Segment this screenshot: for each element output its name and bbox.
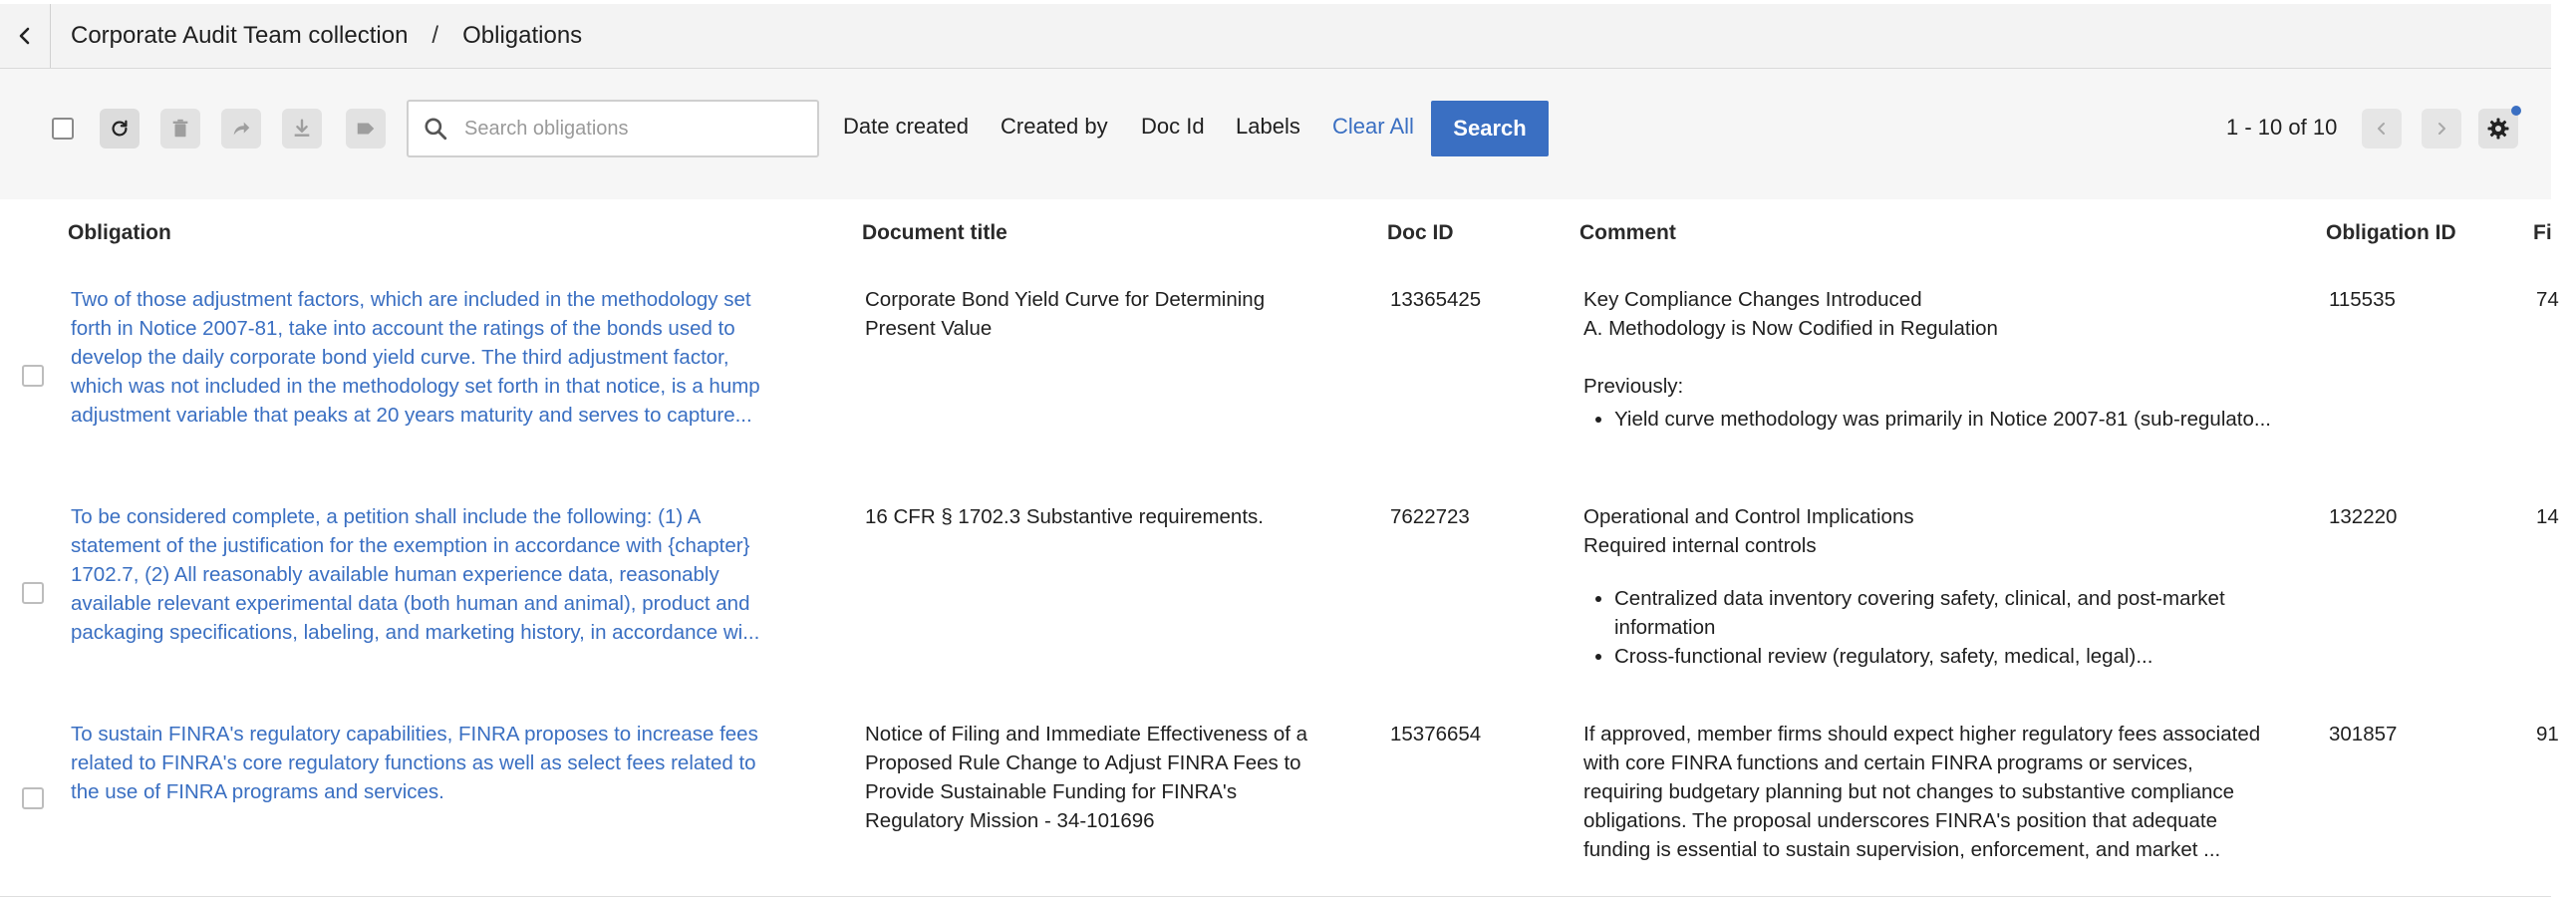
cell-line: statement of the justification for the exemption in accordance with {chapter} (71, 534, 750, 557)
obligation-id-cell: 301857 (2329, 723, 2398, 746)
comment-bullet: • Cross-functional review (regulatory, safety, medical, legal)... (1614, 642, 2281, 671)
tag-icon (355, 118, 377, 140)
search-field[interactable] (407, 100, 819, 157)
cell-line: Present Value (865, 317, 993, 340)
table-header (0, 199, 2551, 268)
fi-cell: 74 (2536, 288, 2559, 311)
cell-line: with core FINRA functions and certain FINRA programs or services, (1583, 751, 2193, 774)
cell-line: requiring budgetary planning but not changes to substantive compliance (1583, 780, 2235, 803)
cell-line: related to FINRA's core regulatory functions as well as select fees related to (71, 751, 756, 774)
breadcrumb-bar (0, 4, 2551, 69)
table-row[interactable] (0, 702, 2559, 897)
toolbar (0, 69, 2551, 199)
chevron-left-icon (16, 27, 34, 45)
breadcrumb (71, 22, 582, 50)
search-button[interactable]: Search (1431, 101, 1549, 156)
column-header-doc-id[interactable]: Doc ID (1387, 221, 1454, 244)
refresh-button[interactable] (100, 109, 140, 149)
cell-line: Regulatory Mission - 34-101696 (865, 809, 1155, 832)
cell-line: To sustain FINRA's regulatory capabilities, FINRA proposes to increase fees (71, 723, 758, 746)
obligation-id-cell: 132220 (2329, 505, 2398, 528)
cell-line: forth in Notice 2007-81, take into account the ratings of the bonds used to (71, 317, 735, 340)
breadcrumb-collection[interactable]: Corporate Audit Team collection (71, 22, 409, 49)
delete-button[interactable] (160, 109, 200, 149)
back-button[interactable] (0, 4, 51, 68)
cell-line: 1702.7, (2) All reasonably available human experience data, reasonably (71, 563, 719, 586)
row-checkbox[interactable] (22, 787, 44, 809)
cell-line: A. Methodology is Now Codified in Regulation (1583, 317, 1998, 340)
obligation-link[interactable] (71, 502, 848, 647)
previous-page-button[interactable] (2362, 109, 2402, 149)
cell-line: funding is essential to sustain supervision, enforcement, and market ... (1583, 838, 2221, 861)
cell-line: If approved, member firms should expect higher regulatory fees associated (1583, 723, 2261, 746)
cell-line: which was not included in the methodology set forth in that notice, is a hump (71, 375, 760, 398)
fi-cell: 91 (2536, 723, 2559, 746)
document-title-cell (865, 502, 1323, 531)
doc-id-cell: 7622723 (1390, 505, 1470, 528)
chevron-left-icon (2375, 122, 2389, 136)
comment-bullet: • Yield curve methodology was primarily in Notice 2007-81 (sub-regulato... (1614, 405, 2281, 434)
table-row[interactable] (0, 484, 2559, 703)
pagination-range: 1 - 10 of 10 (2226, 115, 2338, 140)
clear-all-button[interactable]: Clear All (1332, 114, 1414, 139)
fi-cell: 14 (2536, 505, 2559, 528)
cell-line: Previously: (1583, 375, 1684, 398)
cell-line: develop the daily corporate bond yield curve. The third adjustment factor, (71, 346, 729, 369)
select-all-checkbox[interactable] (52, 118, 74, 140)
trash-icon (169, 118, 191, 140)
gear-icon (2486, 117, 2510, 141)
cell-line: Operational and Control Implications (1583, 505, 1914, 528)
refresh-icon (109, 118, 131, 140)
filter-labels[interactable]: Labels (1236, 114, 1300, 139)
download-button[interactable] (282, 109, 322, 149)
search-input[interactable] (462, 117, 785, 142)
comment-cell (1583, 720, 2281, 864)
row-checkbox[interactable] (22, 582, 44, 604)
column-header-document-title[interactable]: Document title (862, 221, 1007, 244)
filter-created-by[interactable]: Created by (1001, 114, 1108, 139)
cell-line: Key Compliance Changes Introduced (1583, 288, 1922, 311)
column-header-obligation[interactable]: Obligation (68, 221, 171, 244)
download-icon (291, 118, 313, 140)
search-icon (423, 116, 448, 142)
column-header-obligation-id[interactable]: Obligation ID (2326, 221, 2456, 244)
cell-line: Required internal controls (1583, 534, 1817, 557)
share-arrow-icon (230, 118, 252, 140)
filter-date-created[interactable]: Date created (843, 114, 969, 139)
row-checkbox[interactable] (22, 365, 44, 387)
comment-bullet-list (1583, 405, 2281, 434)
cell-line: Notice of Filing and Immediate Effectiveness of a (865, 723, 1308, 746)
comment-bullet-list (1583, 584, 2281, 671)
doc-id-cell: 15376654 (1390, 723, 1482, 746)
cell-line: 16 CFR § 1702.3 Substantive requirements. (865, 505, 1264, 528)
next-page-button[interactable] (2422, 109, 2461, 149)
comment-cell (1583, 502, 2281, 671)
obligation-link[interactable] (71, 720, 848, 806)
cell-line: Proposed Rule Change to Adjust FINRA Fees to (865, 751, 1301, 774)
cell-line: obligations. The proposal underscores FINRA's position that adequate (1583, 809, 2218, 832)
column-header-comment[interactable]: Comment (1579, 221, 1676, 244)
comment-cell (1583, 285, 2281, 434)
filter-doc-id[interactable]: Doc Id (1141, 114, 1205, 139)
cell-line: packaging specifications, labeling, and marketing history, in accordance wi... (71, 621, 760, 644)
column-header-fi[interactable]: Fi (2533, 221, 2552, 244)
table-row[interactable] (0, 267, 2559, 485)
cell-line: Provide Sustainable Funding for FINRA's (865, 780, 1238, 803)
cell-line: Corporate Bond Yield Curve for Determining (865, 288, 1266, 311)
breadcrumb-current: Obligations (462, 22, 583, 49)
obligation-link[interactable] (71, 285, 848, 430)
cell-line (1583, 343, 2281, 372)
obligation-id-cell: 115535 (2329, 288, 2396, 311)
label-button[interactable] (346, 109, 386, 149)
chevron-right-icon (2434, 122, 2448, 136)
cell-line: adjustment variable that peaks at 20 years maturity and serves to capture... (71, 404, 752, 427)
share-button[interactable] (221, 109, 261, 149)
breadcrumb-separator: / (431, 22, 439, 49)
cell-line: the use of FINRA programs and services. (71, 780, 444, 803)
doc-id-cell: 13365425 (1390, 288, 1482, 311)
document-title-cell (865, 720, 1323, 835)
document-title-cell (865, 285, 1323, 343)
cell-line: available relevant experimental data (both human and animal), product and (71, 592, 750, 615)
cell-line: To be considered complete, a petition shall include the following: (1) A (71, 505, 702, 528)
settings-notification-dot (2511, 106, 2521, 116)
cell-line: Two of those adjustment factors, which are included in the methodology set (71, 288, 751, 311)
comment-bullet: • Centralized data inventory covering safety, clinical, and post-market information (1614, 584, 2281, 642)
